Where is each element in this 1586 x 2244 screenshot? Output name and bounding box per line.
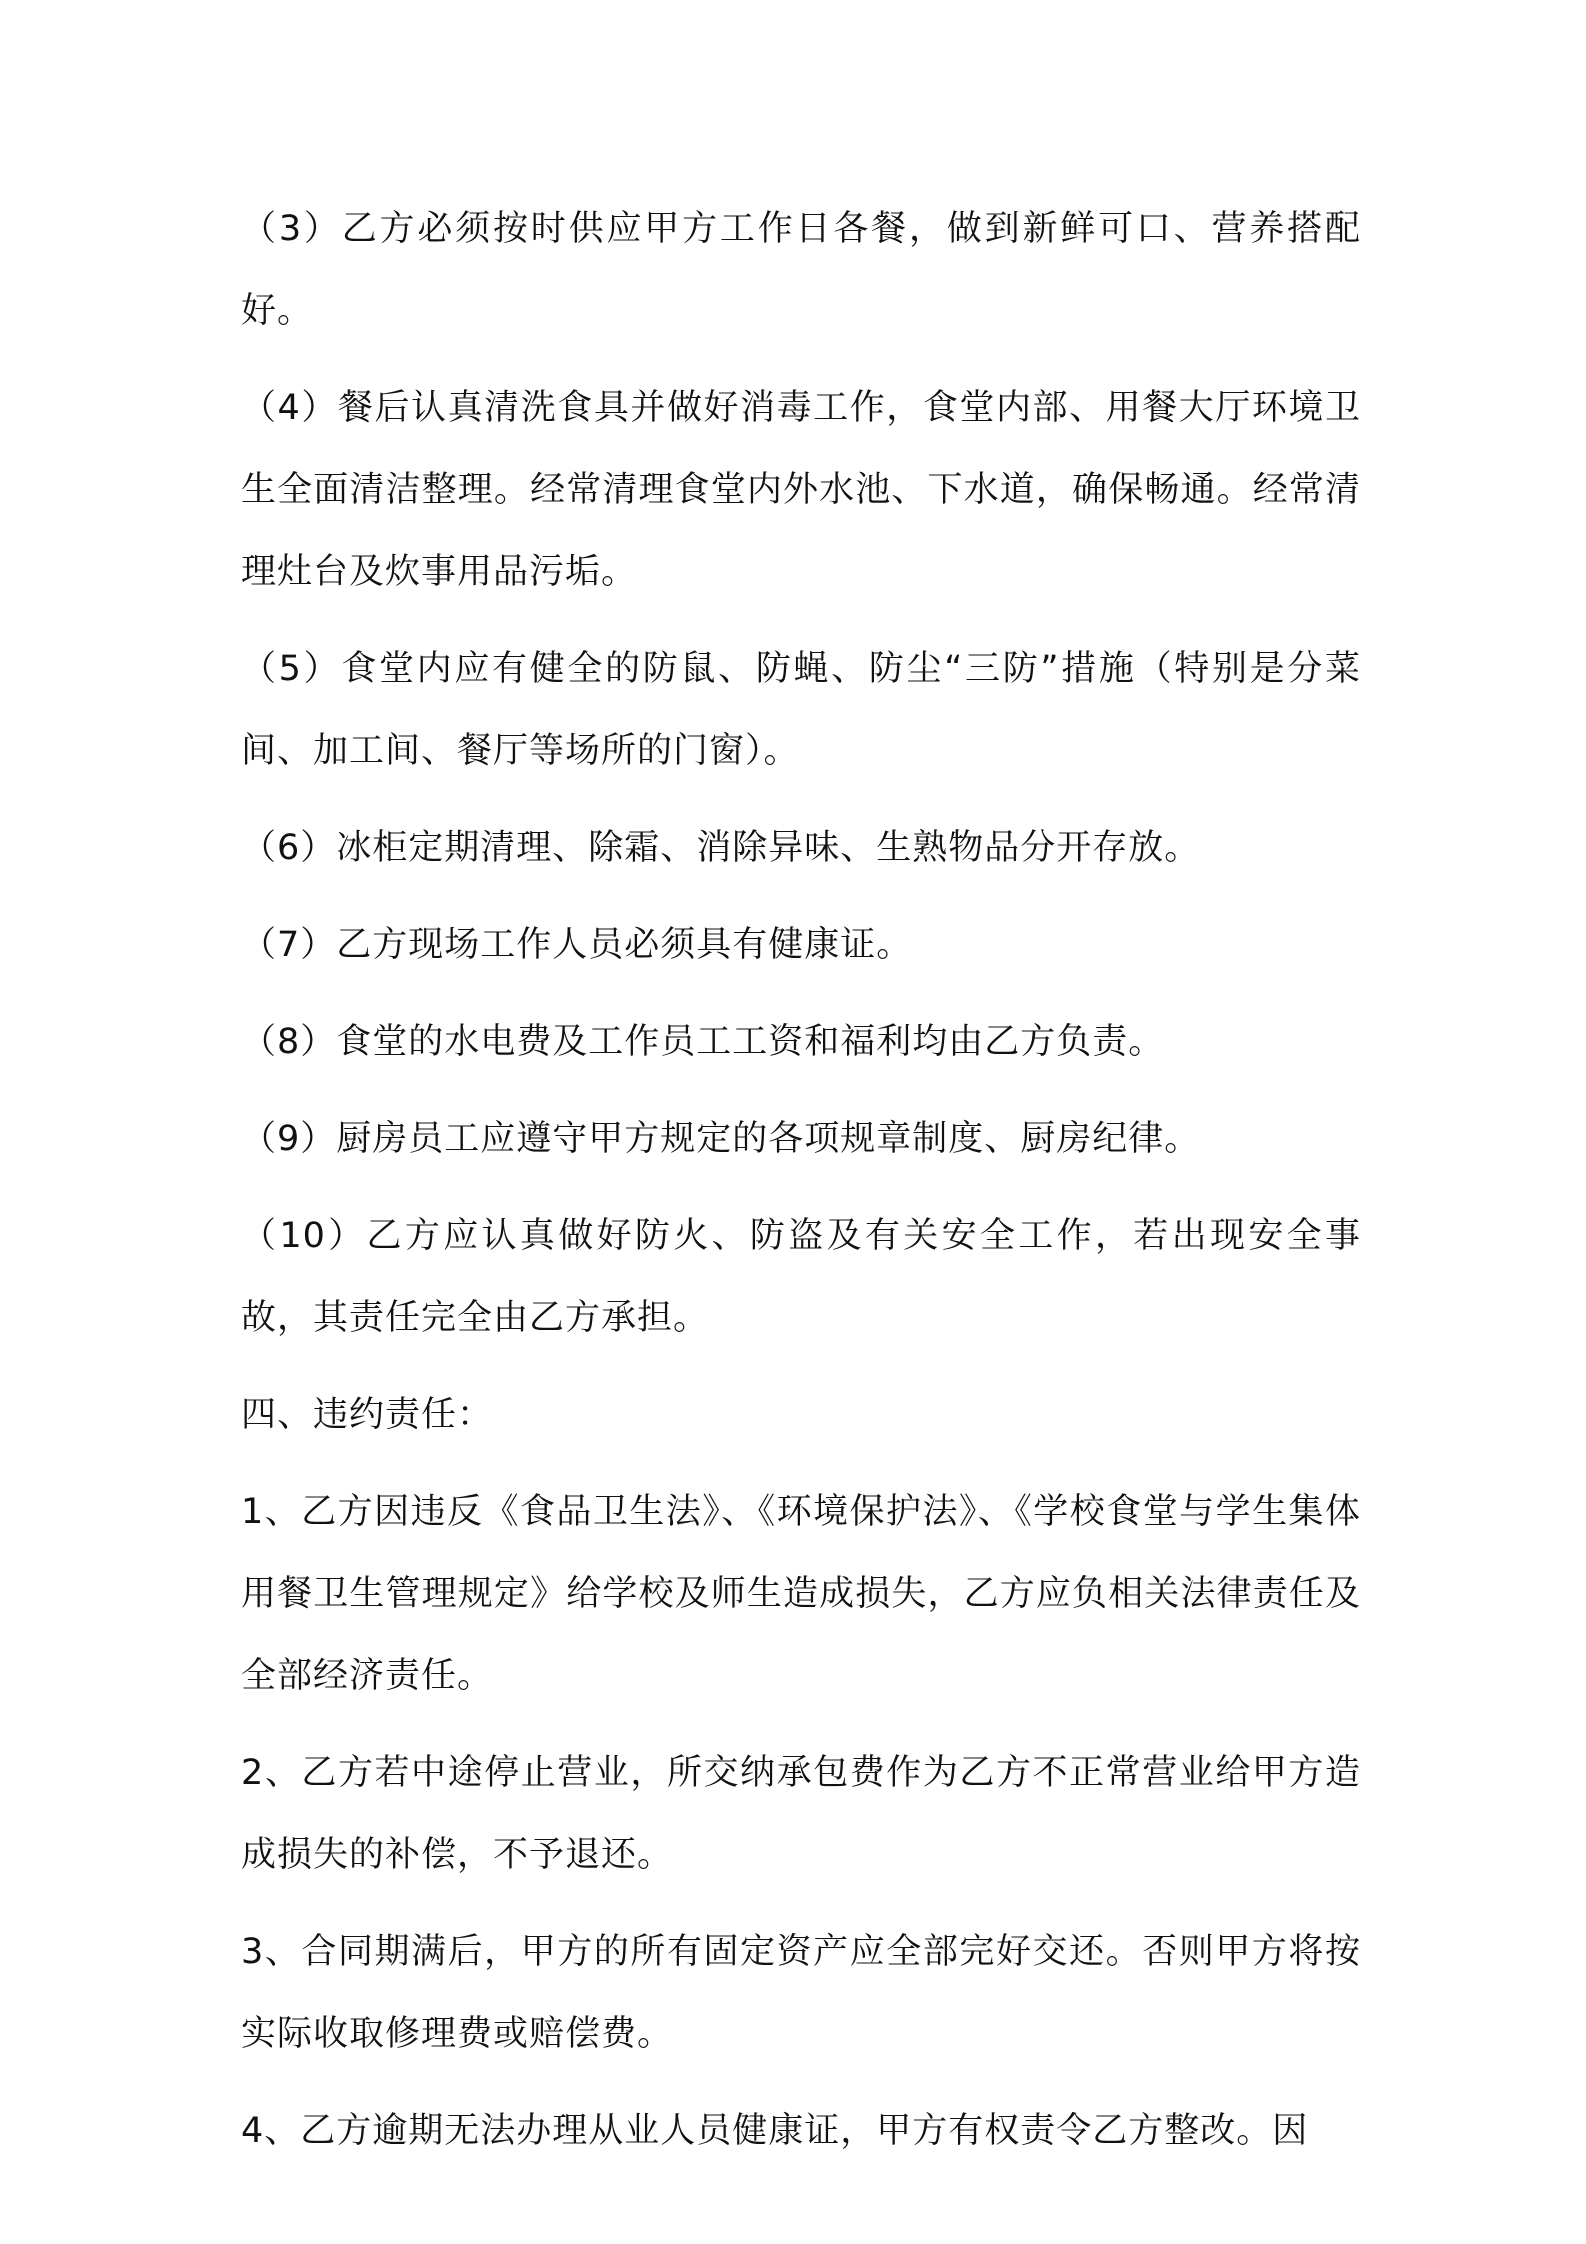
clause-3: （3）乙方必须按时供应甲方工作日各餐，做到新鲜可口、营养搭配好。 <box>241 209 1361 331</box>
clause-9: （9）厨房员工应遵守甲方规定的各项规章制度、厨房纪律。 <box>241 1119 1201 1159</box>
clause-6: （6）冰柜定期清理、除霜、消除异味、生熟物品分开存放。 <box>241 828 1201 868</box>
liability-item-3: 3、合同期满后，甲方的所有固定资产应全部完好交还。否则甲方将按实际收取修理费或赔偿费。 <box>241 1932 1361 2054</box>
clause-7: （7）乙方现场工作人员必须具有健康证。 <box>241 925 913 965</box>
clause-5: （5）食堂内应有健全的防鼠、防蝇、防尘“三防”措施（特别是分菜间、加工间、餐厅等场所的门窗）。 <box>241 649 1361 771</box>
liability-item-2: 2、乙方若中途停止营业，所交纳承包费作为乙方不正常营业给甲方造成损失的补偿，不予退还。 <box>241 1753 1361 1875</box>
clause-4: （4）餐后认真清洗食具并做好消毒工作，食堂内部、用餐大厅环境卫生全面清洁整理。经常清理食堂内外水池、下水道，确保畅通。经常清理灶台及炊事用品污垢。 <box>241 388 1361 592</box>
contract-text <box>241 188 1361 2187</box>
section-heading-breach-liability: 四、违约责任： <box>241 1395 494 1435</box>
liability-item-1: 1、乙方因违反《食品卫生法》、《环境保护法》、《学校食堂与学生集体用餐卫生管理规定》给学校及师生造成损失，乙方应负相关法律责任及全部经济责任。 <box>241 1492 1361 1696</box>
clause-8: （8）食堂的水电费及工作员工工资和福利均由乙方负责。 <box>241 1022 1165 1062</box>
liability-item-4: 4、乙方逾期无法办理从业人员健康证，甲方有权责令乙方整改。因 <box>241 2111 1309 2151</box>
clause-10: （10）乙方应认真做好防火、防盗及有关安全工作，若出现安全事故，其责任完全由乙方承担。 <box>241 1216 1361 1338</box>
